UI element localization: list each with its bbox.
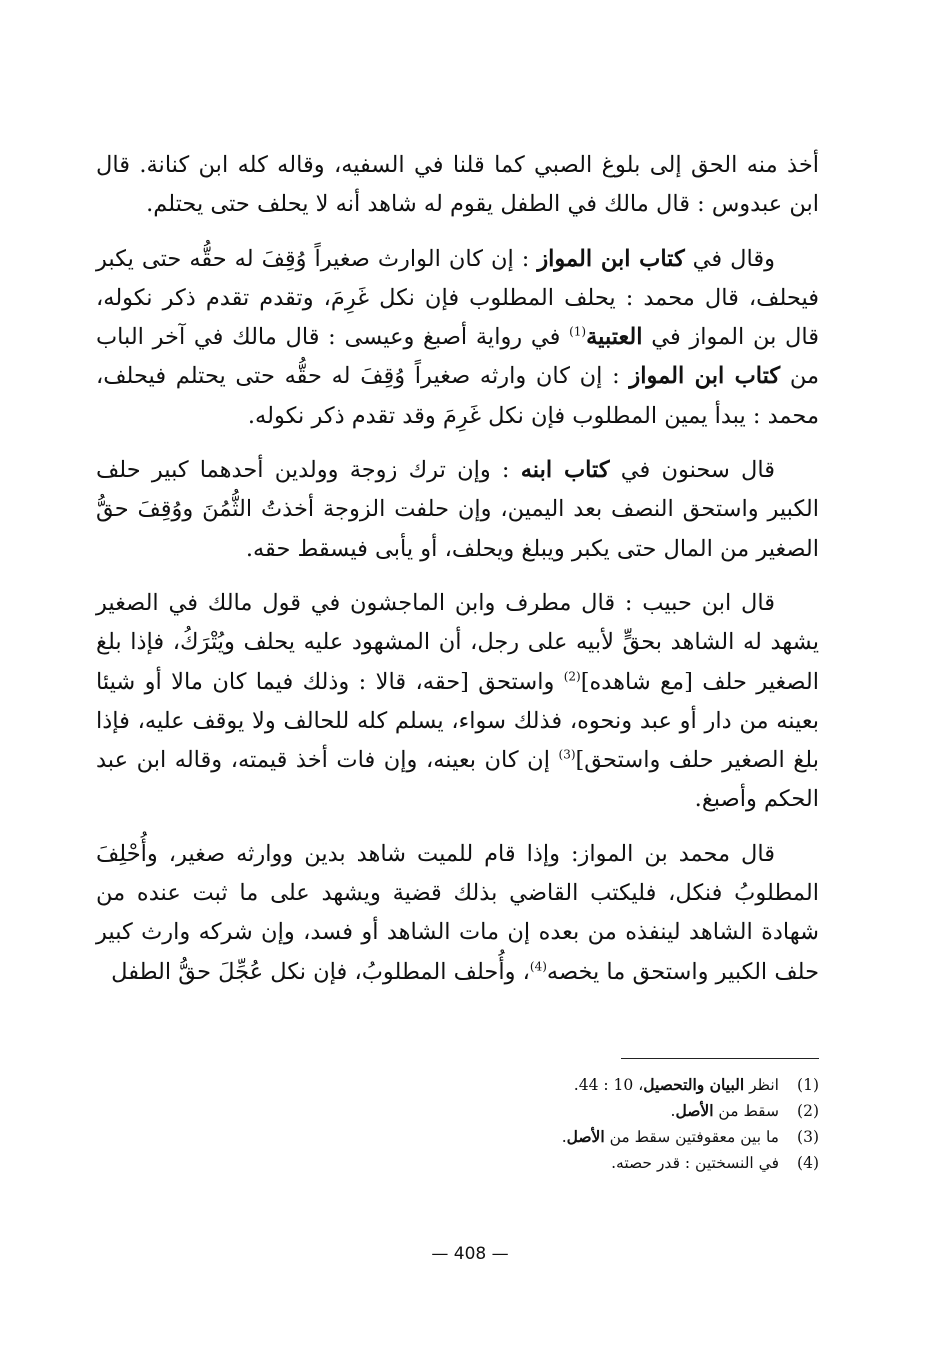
footnote-ref: (2) (563, 669, 581, 684)
footnote-item (300, 1072, 819, 1098)
text-run: قال سحنون في (609, 457, 775, 484)
footnote-text (300, 1150, 779, 1176)
bold-title: البيان والتحصيل (643, 1075, 745, 1094)
footnote-text (300, 1098, 779, 1124)
text-run: ما بين معقوفتين سقط من (604, 1128, 779, 1146)
text-run: وقال في (684, 245, 775, 272)
paragraph (96, 835, 819, 992)
text-run: أخذ منه الحق إلى بلوغ الصبي كما قلنا في السفيه، وقاله كله ابن كنانة. قال ابن عبدوس : قال مالك في الطفل يقوم له شاهد أنه لا يحلف حتى يحتلم. (96, 152, 819, 218)
paragraph (96, 240, 819, 436)
footnote-ref: (1) (569, 324, 587, 339)
bold-title: الأصل (566, 1127, 605, 1146)
text-run: ، 10 : 44. (573, 1076, 644, 1094)
paragraph (96, 584, 819, 820)
paragraph (96, 146, 819, 225)
footnote-number: (1) (797, 1076, 819, 1094)
text-run: في النسختين : قدر حصته. (611, 1154, 779, 1172)
footnote-number: (2) (797, 1102, 819, 1120)
footnote-ref: (4) (529, 959, 547, 974)
bold-title: كتاب ابنه (520, 457, 610, 484)
text-run: : إن كان الوارث صغيراً وُقِفَ له حقُّه حتى يكبر فيحلف، قال محمد : يحلف المطلوب فإن نكل غَرِمَ، وتقدم تقدم ذكر نكوله، قال بن المواز في (96, 245, 819, 351)
page-number: — 408 — (431, 1244, 509, 1264)
bold-title: كتاب ابن المواز (537, 245, 685, 272)
footnote-text (300, 1072, 779, 1098)
footnotes (300, 1072, 819, 1176)
footnote-item (300, 1098, 819, 1124)
footnote-item (300, 1124, 819, 1150)
text-run: انظر (744, 1076, 779, 1094)
main-text (96, 146, 819, 992)
footnote-ref: (3) (558, 747, 576, 762)
text-run: سقط من (713, 1102, 779, 1120)
text-run: . (561, 1128, 567, 1146)
text-run: إن كان بعينه، وإن فات أخذ قيمته، وقاله ابن عبد الحكم وأصبغ. (96, 747, 819, 813)
footnote-text (300, 1124, 779, 1150)
footnote-number: (4) (797, 1154, 819, 1172)
text-run: . (670, 1102, 676, 1120)
text-run: : وإن ترك زوجة وولدين أحدهما كبير حلف الكبير واستحق النصف بعد اليمين، وإن حلفت الزوجة أخذتُ الثُّمُنَ ووُقِفَ حقُّ الصغير من المال حتى يكبر ويبلغ ويحلف، أو يأبى فيسقط حقه. (96, 457, 819, 562)
footnote-separator (621, 1058, 819, 1059)
bold-title: الأصل (675, 1101, 714, 1120)
bold-title: العتبية (586, 324, 643, 351)
footnote-number: (3) (797, 1128, 819, 1146)
text-run: في رواية أصبغ وعيسى : قال مالك في آخر الباب من (96, 324, 820, 390)
text-run: ، وأُحلف المطلوبُ، فإن نكل عُجِّلَ حقُّ الطفل (111, 958, 530, 985)
bold-title: كتاب ابن المواز (629, 363, 781, 390)
footnote-item (300, 1150, 819, 1176)
text-run: واستحق [حقه، قالا : وذلك فيما كان مالا أو شيئا بعينه من دار أو عبد ونحوه، فذلك سواء، يسلم كله للحالف ولا يوقف عليه، فإذا بلغ الصغير حلف واستحق] (96, 668, 819, 774)
paragraph (96, 451, 819, 569)
text-run: : إن كان وارثه صغيراً وُقِفَ له حقُّه حتى يحتلم فيحلف، محمد : يبدأ يمين المطلوب فإن نكل غَرِمَ وقد تقدم ذكر نكوله. (96, 363, 819, 429)
text-run: قال محمد بن المواز: وإذا قام للميت شاهد بدين ووارثه صغير، وأُحْلِفَ المطلوبُ فنكل، فليكتب القاضي بذلك قضية ويشهد على ما ثبت عنده من شهادة الشاهد لينفذه من بعده إن مات الشاهد أو فسد، وإن شركه وارث كبير حلف الكبير واستحق ما يخصه (96, 840, 819, 985)
text-run: قال ابن حبيب : قال مطرف وابن الماجشون في قول مالك في الصغير يشهد له الشاهد بحقٍّ لأبيه على رجل، أن المشهود عليه يحلف ويُتْرَكُ، فإذا بلغ الصغير حلف [مع شاهده] (96, 589, 819, 695)
